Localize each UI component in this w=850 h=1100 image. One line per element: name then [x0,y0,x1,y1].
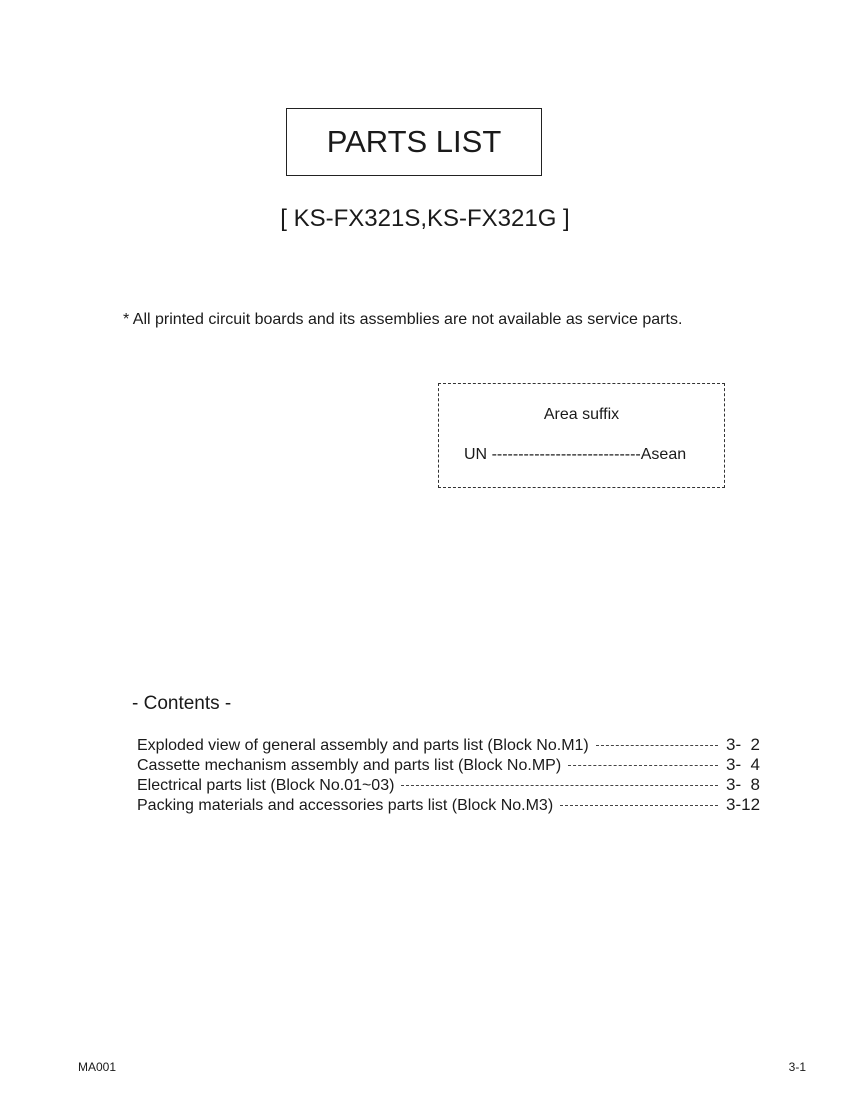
area-suffix-heading: Area suffix [543,406,620,423]
area-region: Asean [640,446,687,463]
title-box [286,108,542,176]
toc-leader [401,785,718,786]
toc-entry-label: Exploded view of general assembly and parts list (Block No.M1) [137,737,589,754]
toc-entry-page: 3- 4 [726,755,761,774]
page-number: 3-1 [788,1060,806,1074]
document-code: MA001 [78,1060,117,1074]
toc-entry-page: 3- 2 [726,735,761,754]
page-title: PARTS LIST [326,124,502,159]
toc-entry-page: 3- 8 [726,775,761,794]
toc-entry[interactable] [137,795,762,815]
area-leader: ---------------------------- [491,446,641,463]
toc-entry-page: 3-12 [726,795,761,814]
toc-leader [596,745,718,746]
toc-entry-label: Electrical parts list (Block No.01~03) [137,777,395,794]
toc-entry[interactable] [137,755,762,775]
contents-heading: - Contents - [132,693,232,714]
toc-entry[interactable] [137,735,762,755]
toc-entry-label: Cassette mechanism assembly and parts list (Block No.MP) [137,757,562,774]
area-code: UN [464,446,488,463]
service-parts-note: * All printed circuit boards and its assemblies are not available as service parts. [123,311,683,328]
toc-leader [568,765,718,766]
model-numbers: [ KS-FX321S,KS-FX321G ] [280,205,570,232]
toc-entry-label: Packing materials and accessories parts list (Block No.M3) [137,797,554,814]
area-suffix-box [438,383,725,488]
area-suffix-row [464,446,686,464]
toc-leader [560,805,718,806]
table-of-contents [137,735,762,815]
toc-entry[interactable] [137,775,762,795]
